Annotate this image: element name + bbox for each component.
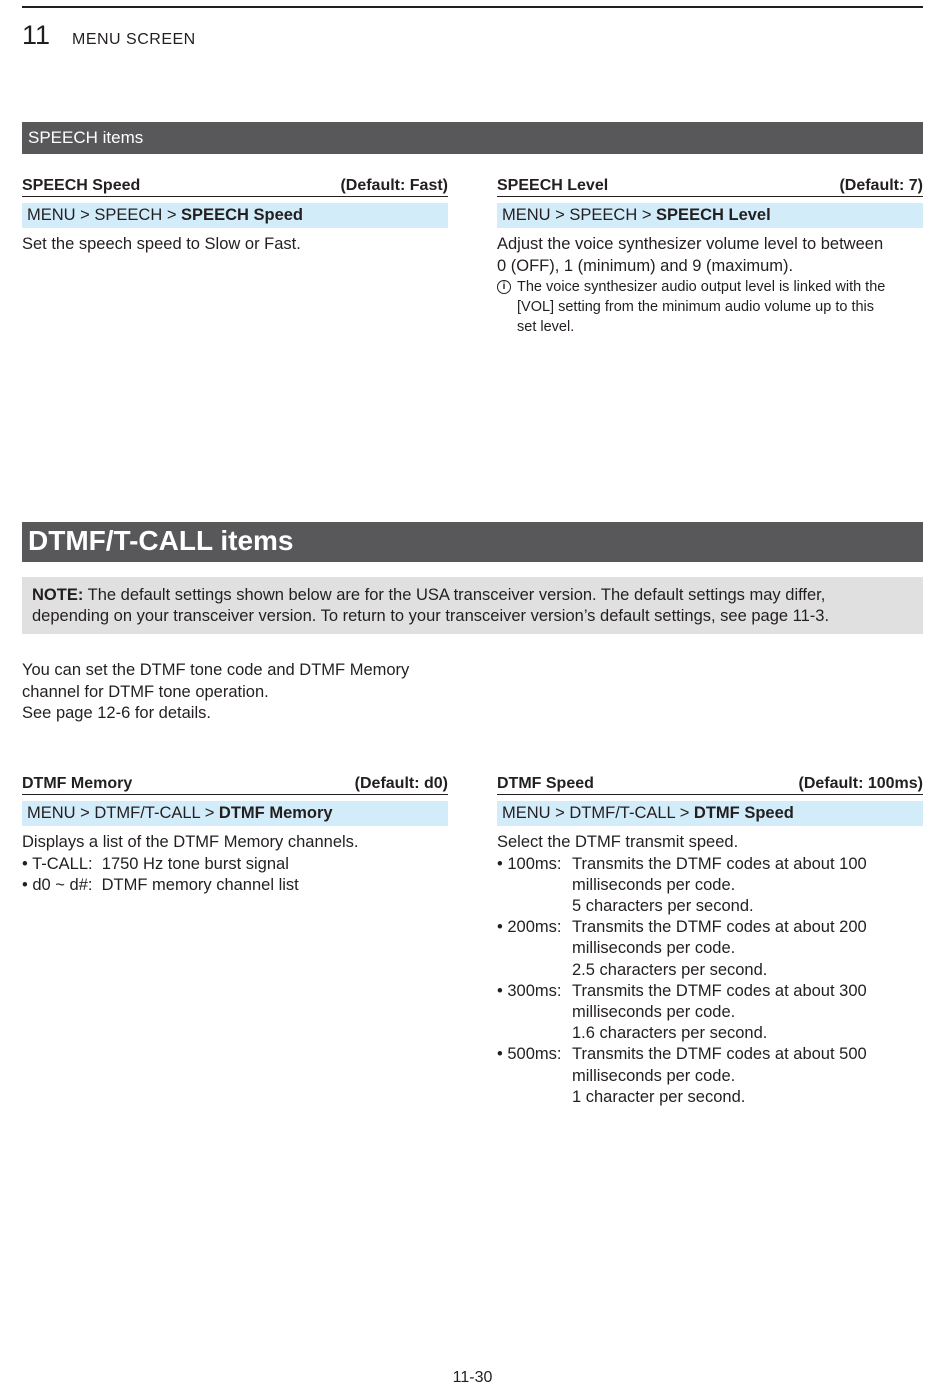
- item-default: (Default: d0): [354, 775, 448, 792]
- intro-line: See page 12-6 for details.: [22, 704, 211, 722]
- menu-path: [497, 203, 923, 228]
- bullet-item: [22, 854, 448, 875]
- option-line: milliseconds per code.: [572, 939, 736, 958]
- note-text: depending on your transceiver version. To return to your transceiver version’s default settings, see page 11-3.: [32, 607, 830, 625]
- info-icon: i: [497, 277, 517, 337]
- note-line: [VOL] setting from the minimum audio volume up to this: [517, 299, 875, 315]
- speech-speed-item: [22, 176, 448, 256]
- item-name: DTMF Memory: [22, 775, 133, 792]
- option-key: • 500ms:: [497, 1045, 562, 1064]
- speech-level-item: [497, 176, 923, 337]
- item-description: [497, 832, 923, 1108]
- option-line: 5 characters per second.: [572, 896, 754, 915]
- note-box: [22, 577, 923, 634]
- option-line: milliseconds per code.: [572, 875, 736, 894]
- menu-path-item: DTMF Speed: [693, 804, 794, 822]
- option-line: milliseconds per code.: [572, 1066, 736, 1085]
- chapter-number: 11: [22, 20, 51, 50]
- bullet-text: DTMF memory channel list: [101, 875, 299, 894]
- speed-option: [497, 1044, 923, 1108]
- speed-option: [497, 854, 923, 918]
- option-line: Transmits the DTMF codes at about 200: [572, 918, 867, 937]
- menu-path: [497, 801, 923, 826]
- menu-path-item: SPEECH Speed: [181, 206, 304, 224]
- option-key: • 300ms:: [497, 981, 562, 1000]
- intro-line: channel for DTMF tone operation.: [22, 682, 269, 701]
- item-heading: [22, 774, 448, 795]
- speed-option: [497, 981, 923, 1045]
- note-label: NOTE:: [32, 586, 84, 604]
- note-line: The voice synthesizer audio output level is linked with the: [517, 279, 886, 295]
- bullet-item: [22, 875, 448, 896]
- bullet-text: 1750 Hz tone burst signal: [101, 854, 289, 873]
- speech-section-title: SPEECH items: [22, 122, 923, 154]
- item-name: SPEECH Speed: [22, 177, 141, 194]
- menu-path-prefix: MENU > SPEECH >: [502, 206, 657, 224]
- dtmf-speed-item: [497, 774, 923, 1108]
- menu-path-prefix: MENU > SPEECH >: [27, 206, 182, 224]
- item-description: [497, 234, 923, 277]
- menu-path-prefix: MENU > DTMF/T-CALL >: [502, 804, 694, 822]
- dtmf-section-title: DTMF/T-CALL items: [22, 522, 923, 562]
- item-default: (Default: 7): [839, 177, 923, 194]
- option-line: 1 character per second.: [572, 1087, 746, 1106]
- item-description: Set the speech speed to Slow or Fast.: [22, 235, 301, 253]
- menu-path-prefix: MENU > DTMF/T-CALL >: [27, 804, 219, 822]
- option-line: milliseconds per code.: [572, 1002, 736, 1021]
- intro-line: You can set the DTMF tone code and DTMF Memory: [22, 661, 410, 679]
- description-line: Select the DTMF transmit speed.: [497, 833, 739, 851]
- menu-path-item: SPEECH Level: [656, 206, 771, 224]
- item-heading: [22, 176, 448, 197]
- menu-path: [22, 801, 448, 826]
- chapter-title: MENU SCREEN: [72, 31, 196, 48]
- item-heading: [497, 774, 923, 795]
- option-line: 1.6 characters per second.: [572, 1024, 768, 1043]
- option-key: • 100ms:: [497, 854, 562, 873]
- note-text: The default settings shown below are for the USA transceiver version. The default settings may differ,: [83, 586, 826, 604]
- speed-option: [497, 917, 923, 981]
- dtmf-intro: [22, 660, 462, 725]
- option-line: 2.5 characters per second.: [572, 960, 768, 979]
- dtmf-memory-item: [22, 774, 448, 896]
- bullet-key: • d0 ~ d#:: [22, 875, 102, 894]
- bullet-key: • T-CALL:: [22, 854, 102, 873]
- menu-path: [22, 203, 448, 228]
- description-line: Displays a list of the DTMF Memory channels.: [22, 833, 359, 851]
- option-line: Transmits the DTMF codes at about 300: [572, 981, 867, 1000]
- menu-path-item: DTMF Memory: [218, 804, 333, 822]
- option-key: • 200ms:: [497, 918, 562, 937]
- item-default: (Default: 100ms): [798, 775, 923, 792]
- option-line: Transmits the DTMF codes at about 100: [572, 854, 867, 873]
- note-line: set level.: [517, 319, 575, 335]
- description-line: Adjust the voice synthesizer volume level to between: [497, 235, 884, 253]
- description-line: 0 (OFF), 1 (minimum) and 9 (maximum).: [497, 256, 794, 275]
- item-name: DTMF Speed: [497, 775, 594, 792]
- header-rule: [22, 6, 923, 8]
- item-heading: [497, 176, 923, 197]
- page-number: 11-30: [452, 1369, 493, 1386]
- info-note: [497, 277, 923, 337]
- option-line: Transmits the DTMF codes at about 500: [572, 1045, 867, 1064]
- item-default: (Default: Fast): [340, 177, 448, 194]
- item-name: SPEECH Level: [497, 177, 609, 194]
- item-description: [22, 832, 448, 896]
